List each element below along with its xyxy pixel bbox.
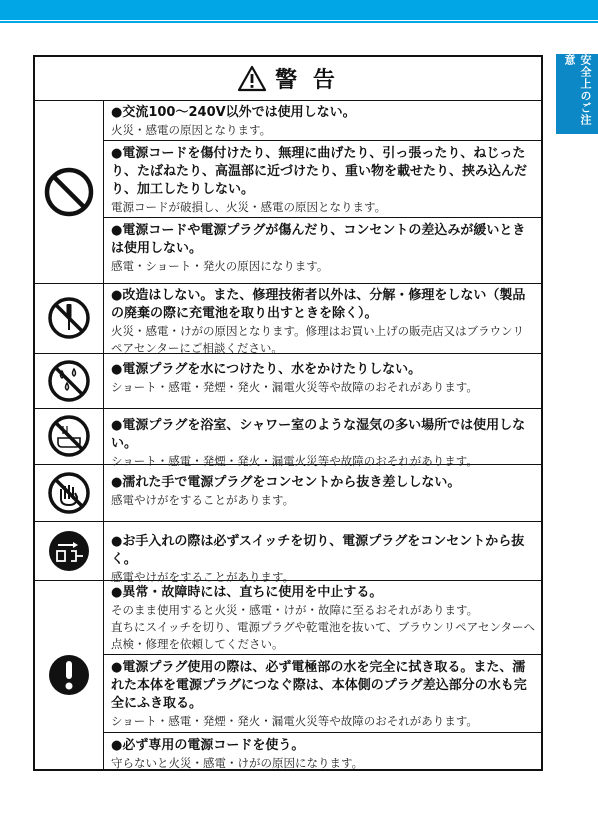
warning-group-water (35, 353, 541, 409)
no-disassembly-icon (47, 296, 91, 340)
warning-title: 警 告 (275, 68, 339, 93)
warning-item-heading: ●電源コードを傷付けたり、無理に曲げたり、引っ張ったり、ねじったり、たばねたり、高温部に近づけたり、重い物を載せたり、挟み込んだり、加工したりしない。 (111, 146, 528, 197)
warning-box (33, 55, 543, 771)
warning-item-heading: ●必ず専用の電源コードを使う。 (111, 738, 305, 753)
warning-item-heading: ●交流100〜240V以外では使用しない。 (111, 105, 356, 120)
warning-item-description: そのまま使用すると火災・感電・けが・故障に至るおそれがあります。 (111, 603, 479, 617)
warning-item-description: 火災・感電・けがの原因となります。修理はお買い上げの販売店又はブラウンリペアセンターにご相談ください。 (111, 324, 525, 355)
warning-item-description: ショート・感電・発煙・発火・漏電火災等や故障のおそれがあります。 (111, 714, 478, 728)
warning-item-heading: ●お手入れの際は必ずスイッチを切り、電源プラグをコンセントから抜く。 (111, 534, 525, 567)
no-water-icon (47, 359, 91, 403)
warning-group-unplug (35, 521, 541, 584)
warning-item (103, 357, 541, 408)
section-side-tab: 安全上のご注意 (556, 54, 598, 134)
warning-item-description: 火災・感電の原因となります。 (111, 123, 272, 137)
warning-item (103, 100, 541, 140)
warning-item-heading: ●電源プラグを水につけたり、水をかけたりしない。 (111, 362, 422, 377)
warning-item-heading: ●電源プラグを浴室、シャワー室のような湿気の多い場所では使用しない。 (111, 418, 526, 451)
warning-item-heading: ●改造はしない。また、修理技術者以外は、分解・修理をしない（製品の廃棄の際に充電池を取り出すときを除く）。 (111, 288, 526, 321)
warning-item (103, 470, 541, 521)
unplug-icon (47, 529, 91, 573)
warning-item (103, 654, 541, 732)
warning-item-description: ショート・感電・発煙・発火・漏電火災等や故障のおそれがあります。 (111, 454, 478, 468)
warning-item-description: ショート・感電・発煙・発火・漏電火災等や故障のおそれがあります。 (111, 380, 478, 394)
warning-group-wet-hands (35, 464, 541, 522)
mandatory-icon (47, 653, 91, 697)
warning-item-description: 感電やけがをすることがあります。 (111, 493, 295, 507)
no-wet-hands-icon (47, 471, 91, 515)
warning-item-description: 電源コードが破損し、火災・感電の原因となります。 (111, 200, 387, 214)
warning-item (103, 413, 541, 468)
no-bathroom-icon (47, 414, 91, 458)
warning-item-description: 守らないと火災・感電・けがの原因になります。 (111, 756, 364, 770)
warning-item-heading: ●電源プラグ使用の際は、必ず電極部の水を完全に拭き取る。また、濡れた本体を電源プラグにつなぐ際は、本体側のプラグ差込部分の水も完全にふき取る。 (111, 660, 527, 711)
warning-triangle-icon (237, 65, 267, 92)
warning-item (103, 529, 541, 584)
warning-item-heading: ●濡れた手で電源プラグをコンセントから抜き差ししない。 (111, 475, 461, 490)
warning-item-description: 直ちにスイッチを切り、電源プラグや乾電池を抜いて、ブラウンリペアセンターへ点検・修理を依頼してください。 (111, 620, 536, 651)
top-color-line (0, 21, 598, 23)
warning-header (35, 57, 541, 101)
warning-group-disassembly (35, 283, 541, 354)
warning-group-bathroom (35, 408, 541, 468)
warning-item-heading: ●電源コードや電源プラグが傷んだり、コンセントの差込みが緩いときは使用しない。 (111, 223, 526, 256)
warning-group-mandatory (35, 580, 541, 769)
warning-item-heading: ●異常・故障時には、直ちに使用を中止する。 (111, 585, 383, 600)
warning-group-electric (35, 100, 541, 284)
prohibition-icon (43, 166, 95, 218)
warning-item (103, 732, 541, 769)
warning-item (103, 140, 541, 217)
warning-item (103, 283, 541, 353)
warning-item (103, 217, 541, 283)
warning-item-description: 感電・ショート・発火の原因になります。 (111, 259, 329, 273)
warning-item (103, 580, 541, 654)
warning-item-description: 感電やけがをすることがあります。 (111, 570, 295, 584)
top-color-bar (0, 0, 598, 20)
